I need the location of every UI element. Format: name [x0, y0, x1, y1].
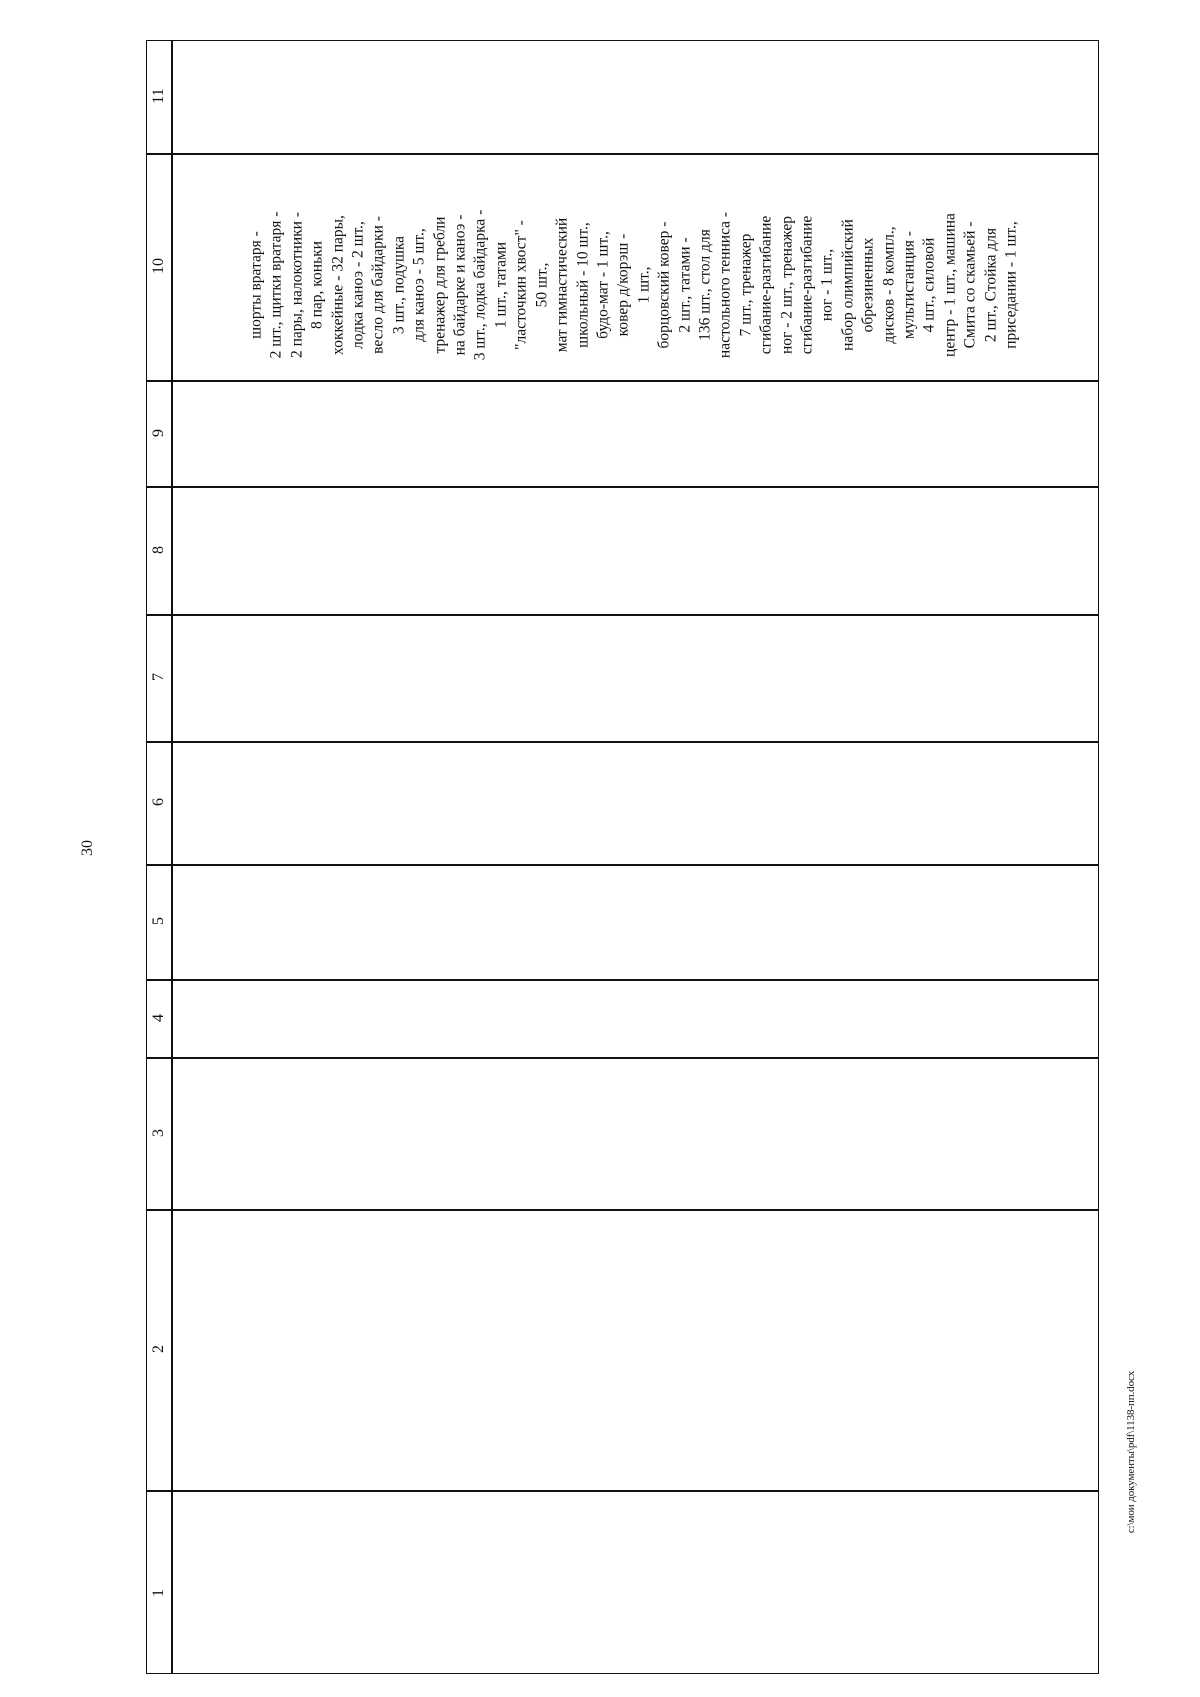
cell-text-line: центр - 1 шт., машина — [941, 213, 959, 357]
cell-text-line: мат гимнастический — [553, 217, 571, 353]
cell-text-line: школьный - 10 шт., — [573, 222, 591, 348]
cell-text-line: сгибание-разгибание — [757, 215, 775, 355]
column-separator — [146, 1057, 1099, 1059]
cell-text-line: на байдарке и каноэ - — [451, 214, 469, 356]
header-row-divider — [171, 40, 173, 1674]
cell-text-line: 2 шт., татами - — [675, 237, 693, 333]
cell-text-line: весло для байдарки - — [369, 216, 387, 354]
cell-text-line: дисков - 8 компл., — [879, 226, 897, 344]
column-separator — [146, 1490, 1099, 1492]
cell-text-line: 4 шт., силовой — [920, 237, 938, 333]
cell-text-line: обрезиненных — [859, 237, 877, 333]
column-separator — [146, 153, 1099, 155]
column-separator — [146, 979, 1099, 981]
column-number: 4 — [150, 1014, 167, 1022]
column-number: 5 — [150, 917, 167, 925]
cell-text-line: 7 шт., тренажер — [737, 233, 755, 337]
cell-text-line: ковер д/корэш - — [614, 233, 632, 337]
cell-text-line: 3 шт., подушка — [390, 235, 408, 335]
column-number: 8 — [150, 546, 167, 554]
cell-text-line: 8 пар, коньки — [308, 241, 326, 329]
column-separator — [146, 741, 1099, 743]
cell-text-line: 3 шт., лодка байдарка - — [471, 209, 489, 361]
cell-text-line: ног - 1 шт., — [818, 248, 836, 322]
footer-file-path: c:\мои документы\pdf\1138-пп.docx — [1125, 1370, 1137, 1534]
cell-text-line: 50 шт., — [532, 262, 550, 308]
cell-text-line: сгибание-разгибание — [798, 215, 816, 355]
column-number: 11 — [150, 88, 167, 104]
cell-text-line: для каноэ - 5 шт., — [410, 228, 428, 342]
column-number: 9 — [150, 429, 167, 437]
cell-text-line: борцовский ковер - — [655, 221, 673, 349]
cell-text-line: ног - 2 шт., тренажер — [777, 216, 795, 355]
cell-text-line: будо-мат - 1 шт., — [594, 231, 612, 339]
column-number: 10 — [150, 258, 167, 274]
cell-text-line: 2 шт., Стойка для — [981, 227, 999, 343]
cell-text-line: настольного тенниса - — [716, 211, 734, 359]
cell-text-line: набор олимпийский — [839, 219, 857, 351]
column-number: 3 — [150, 1129, 167, 1137]
cell-text-line: 2 шт., щитки вратаря - — [267, 211, 285, 359]
column-separator — [146, 486, 1099, 488]
cell-text-line: 2 пары, налокотники - — [288, 211, 306, 359]
cell-text-line: 136 шт., стол для — [696, 229, 714, 341]
cell-text-line: приседании - 1 шт., — [1002, 221, 1020, 349]
cell-text-line: мультистанция - — [900, 231, 918, 339]
column-number: 2 — [150, 1345, 167, 1353]
cell-text-line: шорты вратаря - — [247, 231, 265, 339]
cell-text-line: хоккейные - 32 пары, — [328, 215, 346, 355]
column-separator — [146, 1209, 1099, 1211]
cell-text-line: тренажер для гребли — [430, 216, 448, 354]
cell-text-line: Смита со скамьей - — [961, 221, 979, 349]
cell-text-line: лодка каноэ - 2 шт., — [349, 221, 367, 349]
cell-text-line: 1 шт., татами — [492, 241, 510, 329]
column-separator — [146, 614, 1099, 616]
column-separator — [146, 864, 1099, 866]
equipment-list-cell — [246, 170, 1021, 400]
column-number: 1 — [150, 1589, 167, 1597]
page-number: 30 — [79, 840, 96, 856]
cell-text-line: 1 шт., — [635, 266, 652, 304]
column-number: 6 — [150, 798, 167, 806]
cell-text-line: "ласточкин хвост" - — [512, 220, 530, 350]
column-number: 7 — [150, 673, 167, 681]
